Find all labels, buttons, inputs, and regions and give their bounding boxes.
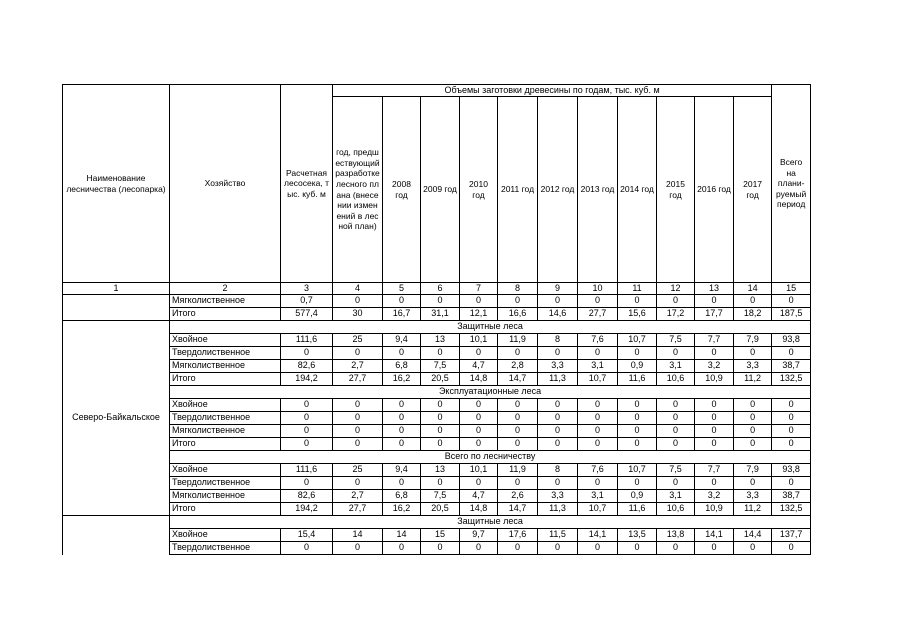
- farm-cell: Мягколиственное: [170, 360, 281, 373]
- value-cell: 7,5: [421, 360, 460, 373]
- value-cell: 16,7: [383, 308, 421, 321]
- value-cell: 0: [695, 425, 734, 438]
- value-cell: 0: [657, 477, 695, 490]
- column-number: 7: [460, 283, 498, 295]
- farm-cell: Итого: [170, 373, 281, 386]
- table-row: [63, 295, 811, 308]
- value-cell: 0: [383, 347, 421, 360]
- section-title: Защитные леса: [170, 516, 811, 529]
- value-cell: 8: [538, 464, 578, 477]
- section-title: Защитные леса: [170, 321, 811, 334]
- value-cell: 10,7: [578, 373, 618, 386]
- value-cell: 0: [383, 425, 421, 438]
- value-cell: 0: [460, 399, 498, 412]
- value-cell: 0: [421, 347, 460, 360]
- column-number: 15: [772, 283, 811, 295]
- value-cell: 25: [333, 334, 383, 347]
- table-row: [63, 464, 811, 477]
- table-row: [63, 347, 811, 360]
- header-row-1: [63, 85, 811, 97]
- value-cell: 12,1: [460, 308, 498, 321]
- section-title: Всего по лесничеству: [170, 451, 811, 464]
- value-cell: 14,7: [498, 373, 538, 386]
- value-cell: 0: [657, 295, 695, 308]
- value-cell: 15,4: [281, 529, 333, 542]
- value-cell: 0: [498, 347, 538, 360]
- value-cell: 0: [772, 542, 811, 555]
- section-title: Эксплуатационные леса: [170, 386, 811, 399]
- header-year: 2014 год: [618, 97, 657, 283]
- value-cell: 2,6: [498, 490, 538, 503]
- value-cell: 31,1: [421, 308, 460, 321]
- value-cell: 0: [333, 425, 383, 438]
- value-cell: 0: [538, 542, 578, 555]
- value-cell: 4,7: [460, 360, 498, 373]
- value-cell: 187,5: [772, 308, 811, 321]
- column-number: 2: [170, 283, 281, 295]
- value-cell: 0: [333, 295, 383, 308]
- value-cell: 0: [281, 438, 333, 451]
- header-year: 2016 год: [695, 97, 734, 283]
- value-cell: 0: [734, 412, 772, 425]
- header-year: 2012 год: [538, 97, 578, 283]
- value-cell: 10,6: [657, 503, 695, 516]
- value-cell: 0: [772, 412, 811, 425]
- value-cell: 9,4: [383, 334, 421, 347]
- header-year: 2011 год: [498, 97, 538, 283]
- value-cell: 0: [657, 438, 695, 451]
- value-cell: 6,8: [383, 490, 421, 503]
- value-cell: 0: [421, 542, 460, 555]
- value-cell: 0: [772, 347, 811, 360]
- header-farm: Хозяйство: [170, 85, 281, 283]
- value-cell: 0: [383, 438, 421, 451]
- value-cell: 10,7: [578, 503, 618, 516]
- table-row: [63, 334, 811, 347]
- value-cell: 0: [695, 399, 734, 412]
- value-cell: 0: [695, 477, 734, 490]
- value-cell: 3,1: [657, 490, 695, 503]
- value-cell: 0: [498, 438, 538, 451]
- value-cell: 0: [578, 295, 618, 308]
- header-year: 2010 год: [460, 97, 498, 283]
- value-cell: 3,3: [538, 360, 578, 373]
- value-cell: 93,8: [772, 464, 811, 477]
- value-cell: 0: [538, 477, 578, 490]
- value-cell: 0: [383, 399, 421, 412]
- value-cell: 0: [383, 295, 421, 308]
- farm-cell: Итого: [170, 438, 281, 451]
- column-number: 8: [498, 283, 538, 295]
- value-cell: 27,7: [578, 308, 618, 321]
- value-cell: 0: [772, 399, 811, 412]
- value-cell: 30: [333, 308, 383, 321]
- value-cell: 7,7: [695, 464, 734, 477]
- value-cell: 13,5: [618, 529, 657, 542]
- value-cell: 3,1: [578, 360, 618, 373]
- value-cell: 0: [734, 347, 772, 360]
- value-cell: 10,1: [460, 334, 498, 347]
- header-year: 2015 год: [657, 97, 695, 283]
- farm-cell: Мягколиственное: [170, 490, 281, 503]
- value-cell: 16,2: [383, 373, 421, 386]
- value-cell: 0: [772, 438, 811, 451]
- farm-cell: Хвойное: [170, 334, 281, 347]
- value-cell: 0: [498, 399, 538, 412]
- value-cell: 0: [538, 295, 578, 308]
- value-cell: 0: [281, 412, 333, 425]
- value-cell: 14,7: [498, 503, 538, 516]
- value-cell: 0: [657, 399, 695, 412]
- value-cell: 7,6: [578, 464, 618, 477]
- table-row: [63, 490, 811, 503]
- value-cell: 16,2: [383, 503, 421, 516]
- value-cell: 0: [734, 295, 772, 308]
- header-total: Всего на плани-руемый период: [772, 85, 811, 283]
- value-cell: 0: [460, 542, 498, 555]
- value-cell: 132,5: [772, 503, 811, 516]
- value-cell: 0: [460, 438, 498, 451]
- table-row: [63, 503, 811, 516]
- value-cell: 0: [772, 295, 811, 308]
- value-cell: 0: [578, 477, 618, 490]
- farm-cell: Мягколиственное: [170, 295, 281, 308]
- value-cell: 0: [734, 425, 772, 438]
- value-cell: 15,6: [618, 308, 657, 321]
- table-row: [63, 308, 811, 321]
- value-cell: 20,5: [421, 373, 460, 386]
- value-cell: 17,2: [657, 308, 695, 321]
- value-cell: 0: [538, 425, 578, 438]
- value-cell: 0: [421, 295, 460, 308]
- value-cell: 14,1: [578, 529, 618, 542]
- value-cell: 0,7: [281, 295, 333, 308]
- value-cell: 0: [657, 412, 695, 425]
- table-row: [63, 529, 811, 542]
- value-cell: 0: [695, 347, 734, 360]
- value-cell: 0: [281, 399, 333, 412]
- column-number: 10: [578, 283, 618, 295]
- value-cell: 0: [578, 412, 618, 425]
- value-cell: 0,9: [618, 490, 657, 503]
- value-cell: 13: [421, 334, 460, 347]
- value-cell: 2,7: [333, 490, 383, 503]
- value-cell: 11,2: [734, 373, 772, 386]
- value-cell: 0: [281, 425, 333, 438]
- value-cell: 0: [333, 542, 383, 555]
- value-cell: 0: [333, 347, 383, 360]
- value-cell: 2,8: [498, 360, 538, 373]
- value-cell: 13: [421, 464, 460, 477]
- value-cell: 0: [538, 347, 578, 360]
- column-number: 9: [538, 283, 578, 295]
- table-row: [63, 542, 811, 555]
- farm-cell: Твердолиственное: [170, 347, 281, 360]
- value-cell: 8: [538, 334, 578, 347]
- value-cell: 3,1: [657, 360, 695, 373]
- column-number: 4: [333, 283, 383, 295]
- value-cell: 9,7: [460, 529, 498, 542]
- value-cell: 11,3: [538, 503, 578, 516]
- value-cell: 0: [618, 399, 657, 412]
- value-cell: 7,5: [657, 464, 695, 477]
- value-cell: 38,7: [772, 360, 811, 373]
- value-cell: 0: [421, 477, 460, 490]
- table-row: [63, 360, 811, 373]
- value-cell: 0: [618, 438, 657, 451]
- value-cell: 27,7: [333, 373, 383, 386]
- value-cell: 0: [498, 542, 538, 555]
- farm-cell: Итого: [170, 308, 281, 321]
- value-cell: 0: [578, 542, 618, 555]
- value-cell: 0: [538, 399, 578, 412]
- farm-cell: Итого: [170, 503, 281, 516]
- value-cell: 0: [281, 477, 333, 490]
- value-cell: 4,7: [460, 490, 498, 503]
- column-number: 5: [383, 283, 421, 295]
- farm-cell: Твердолиственное: [170, 477, 281, 490]
- value-cell: 0: [421, 425, 460, 438]
- value-cell: 7,6: [578, 334, 618, 347]
- value-cell: 0: [772, 425, 811, 438]
- header-year: 2008 год: [383, 97, 421, 283]
- section-row: [63, 386, 811, 399]
- value-cell: 0: [333, 399, 383, 412]
- table-row: [63, 373, 811, 386]
- value-cell: 0: [578, 347, 618, 360]
- value-cell: 20,5: [421, 503, 460, 516]
- farm-cell: Мягколиственное: [170, 425, 281, 438]
- value-cell: 0: [734, 477, 772, 490]
- value-cell: 111,6: [281, 334, 333, 347]
- value-cell: 14,4: [734, 529, 772, 542]
- value-cell: 38,7: [772, 490, 811, 503]
- header-year: 2013 год: [578, 97, 618, 283]
- column-number: 13: [695, 283, 734, 295]
- value-cell: 0: [498, 425, 538, 438]
- value-cell: 10,9: [695, 373, 734, 386]
- value-cell: 17,7: [695, 308, 734, 321]
- header-prior-year: год, предшествующий разработке лесного плана (внесении изменений в лесной план): [333, 97, 383, 283]
- header-volumes-title: Объемы заготовки древесины по годам, тыс. куб. м: [333, 85, 772, 97]
- value-cell: 0: [618, 347, 657, 360]
- value-cell: 0: [333, 438, 383, 451]
- column-numbers-row: [63, 283, 811, 295]
- farm-cell: Хвойное: [170, 464, 281, 477]
- table-row: [63, 438, 811, 451]
- header-forestry: Наименование лесничества (лесопарка): [63, 85, 170, 283]
- value-cell: 0: [498, 412, 538, 425]
- forestry-name-cell: Северо-Байкальское: [63, 321, 170, 516]
- value-cell: 0: [772, 477, 811, 490]
- value-cell: 0: [421, 438, 460, 451]
- value-cell: 0: [734, 438, 772, 451]
- value-cell: 7,5: [657, 334, 695, 347]
- value-cell: 14,8: [460, 503, 498, 516]
- value-cell: 10,1: [460, 464, 498, 477]
- table-row: [63, 399, 811, 412]
- farm-cell: Твердолиственное: [170, 412, 281, 425]
- value-cell: 0: [538, 412, 578, 425]
- value-cell: 0: [383, 412, 421, 425]
- value-cell: 13,8: [657, 529, 695, 542]
- farm-cell: Хвойное: [170, 529, 281, 542]
- section-row: [63, 451, 811, 464]
- header-year: 2009 год: [421, 97, 460, 283]
- section-row: [63, 321, 811, 334]
- value-cell: 11,3: [538, 373, 578, 386]
- column-number: 12: [657, 283, 695, 295]
- value-cell: 0,9: [618, 360, 657, 373]
- column-number: 3: [281, 283, 333, 295]
- value-cell: 17,6: [498, 529, 538, 542]
- value-cell: 14,8: [460, 373, 498, 386]
- value-cell: 11,5: [538, 529, 578, 542]
- value-cell: 0: [657, 425, 695, 438]
- value-cell: 3,2: [695, 360, 734, 373]
- value-cell: 2,7: [333, 360, 383, 373]
- value-cell: 0: [657, 347, 695, 360]
- value-cell: 0: [281, 347, 333, 360]
- value-cell: 194,2: [281, 503, 333, 516]
- header-calc-cut: Расчетная лесосека, тыс. куб. м: [281, 85, 333, 283]
- value-cell: 0: [333, 412, 383, 425]
- farm-cell: Твердолиственное: [170, 542, 281, 555]
- value-cell: 0: [734, 542, 772, 555]
- value-cell: 14,6: [538, 308, 578, 321]
- value-cell: 10,7: [618, 334, 657, 347]
- value-cell: 25: [333, 464, 383, 477]
- timber-harvest-table: [62, 84, 811, 555]
- value-cell: 0: [333, 477, 383, 490]
- value-cell: 0: [460, 425, 498, 438]
- value-cell: 27,7: [333, 503, 383, 516]
- value-cell: 3,2: [695, 490, 734, 503]
- value-cell: 0: [498, 477, 538, 490]
- value-cell: 3,3: [734, 360, 772, 373]
- header-year: 2017 год: [734, 97, 772, 283]
- value-cell: 15: [421, 529, 460, 542]
- table-row: [63, 425, 811, 438]
- value-cell: 111,6: [281, 464, 333, 477]
- value-cell: 0: [657, 542, 695, 555]
- value-cell: 6,8: [383, 360, 421, 373]
- value-cell: 7,9: [734, 334, 772, 347]
- value-cell: 11,9: [498, 464, 538, 477]
- value-cell: 0: [695, 542, 734, 555]
- value-cell: 3,1: [578, 490, 618, 503]
- value-cell: 7,9: [734, 464, 772, 477]
- value-cell: 0: [421, 399, 460, 412]
- value-cell: 0: [695, 438, 734, 451]
- value-cell: 14,1: [695, 529, 734, 542]
- value-cell: 194,2: [281, 373, 333, 386]
- value-cell: 0: [695, 295, 734, 308]
- value-cell: 82,6: [281, 490, 333, 503]
- value-cell: 10,7: [618, 464, 657, 477]
- value-cell: 9,4: [383, 464, 421, 477]
- column-number: 6: [421, 283, 460, 295]
- value-cell: 16,6: [498, 308, 538, 321]
- value-cell: 0: [618, 477, 657, 490]
- value-cell: 82,6: [281, 360, 333, 373]
- value-cell: 0: [618, 542, 657, 555]
- value-cell: 137,7: [772, 529, 811, 542]
- value-cell: 0: [578, 399, 618, 412]
- value-cell: 11,6: [618, 503, 657, 516]
- value-cell: 0: [618, 295, 657, 308]
- value-cell: 18,2: [734, 308, 772, 321]
- forestry-name-cell: [63, 516, 170, 555]
- value-cell: 0: [695, 412, 734, 425]
- value-cell: 0: [281, 542, 333, 555]
- value-cell: 0: [578, 425, 618, 438]
- value-cell: 0: [538, 438, 578, 451]
- value-cell: 11,6: [618, 373, 657, 386]
- value-cell: 3,3: [734, 490, 772, 503]
- value-cell: 0: [383, 542, 421, 555]
- farm-cell: Хвойное: [170, 399, 281, 412]
- table-row: [63, 412, 811, 425]
- value-cell: 0: [460, 412, 498, 425]
- value-cell: 577,4: [281, 308, 333, 321]
- value-cell: 0: [618, 412, 657, 425]
- column-number: 14: [734, 283, 772, 295]
- value-cell: 0: [460, 347, 498, 360]
- value-cell: 11,9: [498, 334, 538, 347]
- value-cell: 0: [734, 399, 772, 412]
- column-number: 1: [63, 283, 170, 295]
- value-cell: 93,8: [772, 334, 811, 347]
- value-cell: 0: [618, 425, 657, 438]
- value-cell: 0: [498, 295, 538, 308]
- forestry-name-cell: [63, 295, 170, 321]
- value-cell: 0: [578, 438, 618, 451]
- value-cell: 11,2: [734, 503, 772, 516]
- value-cell: 0: [421, 412, 460, 425]
- value-cell: 3,3: [538, 490, 578, 503]
- value-cell: 14: [333, 529, 383, 542]
- value-cell: 10,9: [695, 503, 734, 516]
- value-cell: 0: [460, 477, 498, 490]
- value-cell: 0: [460, 295, 498, 308]
- value-cell: 132,5: [772, 373, 811, 386]
- section-row: [63, 516, 811, 529]
- value-cell: 0: [383, 477, 421, 490]
- value-cell: 10,6: [657, 373, 695, 386]
- table-row: [63, 477, 811, 490]
- value-cell: 7,5: [421, 490, 460, 503]
- value-cell: 14: [383, 529, 421, 542]
- value-cell: 7,7: [695, 334, 734, 347]
- column-number: 11: [618, 283, 657, 295]
